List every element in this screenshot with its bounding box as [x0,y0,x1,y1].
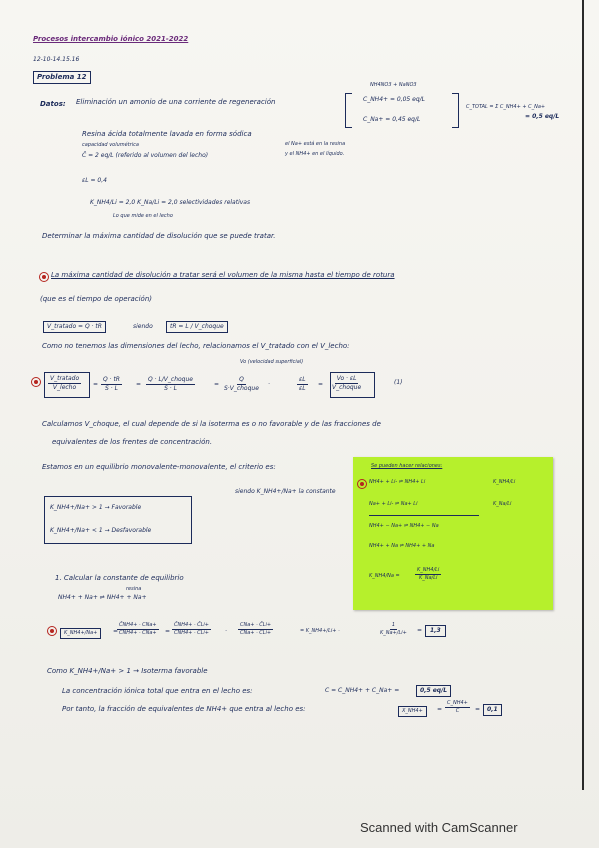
tr-equation: tR = L / V_choque [166,321,228,333]
constant-note: siendo K_NH4+/Na+ la constante [235,488,336,495]
task-line: Determinar la máxima cantidad de disolución que se puede tratar. [42,232,276,240]
bullet-icon [357,479,367,489]
problem-label: Problema 12 [33,71,91,84]
scanned-page: Procesos intercambio iónico 2021-2022 12-10-14.15.16 Problema 12 Datos: Eliminación un amonio de una corriente de regeneración NH4NO3 + NaNO3 C_NH4+ = 0,05 eq/L C_Na+ = 0,45 eq/L C_TOTAL = Σ C_NH4+ + C_Na+ = 0,5 eq/L Resina ácida totalmente lavada en forma sódica capacidad volumétrica C̄ = 2 eq/L (referido al volumen del lecho) el Na+ está en la resina y el NH4+ en el líquido. εL = 0,4 K_NH4/Li = 2,0 K_Na/Li = 2,0 selectividades relativas Lo que mide en el lecho Determinar la máxima cantidad de disolución que se puede tratar. La máxima cantidad de disolución a tratar será el volumen de la misma hasta el tiempo de rotura (que es el tiempo de operación) V_tratado = Q · tR siendo tR = L / V_choque Como no tenemos las dimensiones del lecho, relacionamos el V_tratado con el V_lecho: Vo (velocidad superficial) V_tratado V_lecho = $\frac{Q \cdot tR}{S \cdot L}$ = Q · L/V_choque S · L = Q S·V_choque · $\frac{\varepsilon L}{\varepsilon L}$ = Vo · εL V_choque (1) Calculamos V_choque, el cual depende de si la isoterma es o no favorable y de las fracciones de equivalentes de los frentes de concentración. Estamos en un equilibrio monovalente-monovalente, el criterio es: K_NH4+/Na+ > 1 → Favorable K_NH4+/Na+ < 1 → Desfavorable siendo K_NH4+/Na+ la constante Se pueden hacer relaciones: NH4+ + Li- ⇌ NH4+ Li K_NH4/Li Na+ + Li- ⇌ Na+ Li K_Na/Li NH4+ − Na+ ⇌ NH4+ − Na NH4+ + Na ⇌ NH4+ + Na K_NH4/Na = $\frac{K\_NH4/Li}{K\_Na/Li}$ 1. Calcular la constante de equilibrio resina NH4+ + Na+ ⇌ NH4+ + Na+ K_NH4+/Na+ = C̄NH4+ · CNa+ CNH4+ · C̄Na+ = C̄NH4+ · C̄Li+ CNH4+ · C̄Li+ · CNa+ · C̄Li+ C̄Na+ · CLi+ = K_NH4+/Li+ · $\frac{1}{K\_Na+/Li+}$ = 1,3 Como K_NH4+/Na+ > 1 → Isoterma favorable La concentración iónica total que entra en el lecho es: C = C_NH4+ + C_Na+ = 0,5 eq/L Por tanto, la fracción de equivalentes de NH4+ que entra al lecho es: X_NH4+ = $\frac{C\_NH4+}{C}$ = 0,1 Scanned with CamScanner [0,0,599,848]
section1-line3: Como no tenemos las dimensiones del lecho, relacionamos el V_tratado con el V_lecho: [42,342,350,350]
fraction-3: Q S·V_choque [224,376,259,392]
section2-line2: equivalentes de los frentes de concentración. [52,438,213,446]
x-fraction: $\frac{C\_NH4+}{C}$ [447,700,468,714]
section2-line1: Calculamos V_choque, el cual depende de si la isoterma es o no favorable y de las fracciones de [42,420,381,428]
criterion-unfavorable: K_NH4+/Na+ < 1 → Desfavorable [50,527,152,534]
k-fraction-5: $\frac{1}{K\_Na+/Li+}$ [380,622,407,636]
velocity-note: Vo (velocidad superficial) [240,359,304,365]
datos-label: Datos: [40,100,66,108]
ratio-lhs: V_tratado V_lecho [50,375,80,391]
capacity-note: capacidad volumétrica [82,142,139,148]
selectivity-line: K_NH4/Li = 2,0 K_Na/Li = 2,0 selectividades relativas [90,199,251,206]
page-edge-line [582,0,584,790]
brace-right [452,93,459,128]
sticky-k-lhs: K_NH4/Na = [369,573,400,579]
porosity-line: εL = 0,4 [82,177,107,184]
sticky-reaction-4: NH4+ + Na ⇌ NH4+ + Na [369,543,435,549]
x-value: 0,1 [483,704,502,716]
favorable-line: Como K_NH4+/Na+ > 1 → Isoterma favorable [47,667,208,675]
sticky-note [353,457,553,610]
datos-line1: Eliminación un amonio de una corriente de regeneración [76,98,276,106]
date-label: 12-10-14.15.16 [33,56,80,63]
sticky-title: Se pueden hacer relaciones: [371,463,443,469]
step1-line: 1. Calcular la constante de equilibrio [55,574,184,582]
concentration-line: La concentración iónica total que entra en el lecho es: [62,687,253,695]
sticky-divider [369,515,479,516]
section1-line2: (que es el tiempo de operación) [40,295,152,303]
sticky-reaction-2: Na+ + Li- ⇌ Na+ Li [369,501,418,507]
concentration-value: 0,5 eq/L [416,685,451,697]
c-na: C_Na+ = 0,45 eq/L [363,116,421,123]
na-note-2: y el NH4+ en el líquido. [285,151,345,157]
c-total: C_TOTAL = Σ C_NH4+ + C_Na+ [466,104,546,110]
fraction-4: $\frac{\varepsilon L}{\varepsilon L}$ [299,376,306,392]
concentration-equation: C = C_NH4+ + C_Na+ = [325,687,400,694]
brace-left [345,93,352,128]
k-fraction-3: CNa+ · C̄Li+ C̄Na+ · CLi+ [240,622,272,636]
ions-top: NH4NO3 + NaNO3 [370,82,417,88]
resin-note: resina [126,586,142,592]
vtratado-equation: V_tratado = Q · tR [43,321,106,333]
sticky-k-fraction: $\frac{K\_NH4/Li}{K\_Na/Li}$ [417,567,440,581]
bullet-icon [39,272,49,282]
sticky-k-1: K_NH4/Li [493,479,516,485]
resin-line: Resina ácida totalmente lavada en forma sódica [82,130,252,138]
fraction-5: Vo · εL V_choque [332,375,362,391]
scanner-watermark: Scanned with CamScanner [360,820,518,835]
k-fraction-1: C̄NH4+ · CNa+ CNH4+ · C̄Na+ [119,622,157,636]
equilibrium-reaction: NH4+ + Na+ ⇌ NH4+ + Na+ [58,594,147,601]
selectivity-note: Lo que mide en el lecho [113,213,173,219]
k-fraction-2: C̄NH4+ · C̄Li+ CNH4+ · C̄Li+ [174,622,209,636]
siendo-label: siendo [133,323,153,330]
sticky-reaction-3: NH4+ − Na+ ⇌ NH4+ − Na [369,523,439,529]
k-result: 1,3 [425,625,446,637]
bullet-icon [47,626,57,636]
c-total-value: = 0,5 eq/L [525,113,560,120]
sticky-k-2: K_Na/Li [493,501,512,507]
section1-line1: La máxima cantidad de disolución a tratar será el volumen de la misma hasta el tiempo de rotura [51,271,395,279]
x-label: X_NH4+ [398,706,427,717]
fraction-line: Por tanto, la fracción de equivalentes de NH4+ que entra al lecho es: [62,705,306,713]
sticky-reaction-1: NH4+ + Li- ⇌ NH4+ Li [369,479,426,485]
criterion-favorable: K_NH4+/Na+ > 1 → Favorable [50,504,142,511]
na-note-1: el Na+ está en la resina [285,141,346,147]
bullet-icon [31,377,41,387]
fraction-2: Q · L/V_choque S · L [148,376,193,392]
capacity-line: C̄ = 2 eq/L (referido al volumen del lecho) [82,152,209,159]
c-nh4: C_NH4+ = 0,05 eq/L [363,96,426,103]
k-product: = K_NH4+/Li+ · [300,628,340,634]
fraction-1: $\frac{Q \cdot tR}{S \cdot L}$ [103,376,120,392]
k-label: K_NH4+/Na+ [60,628,101,639]
page-title: Procesos intercambio iónico 2021-2022 [33,35,189,43]
section2-line3: Estamos en un equilibrio monovalente-monovalente, el criterio es: [42,463,276,471]
equation-number: (1) [394,379,403,386]
